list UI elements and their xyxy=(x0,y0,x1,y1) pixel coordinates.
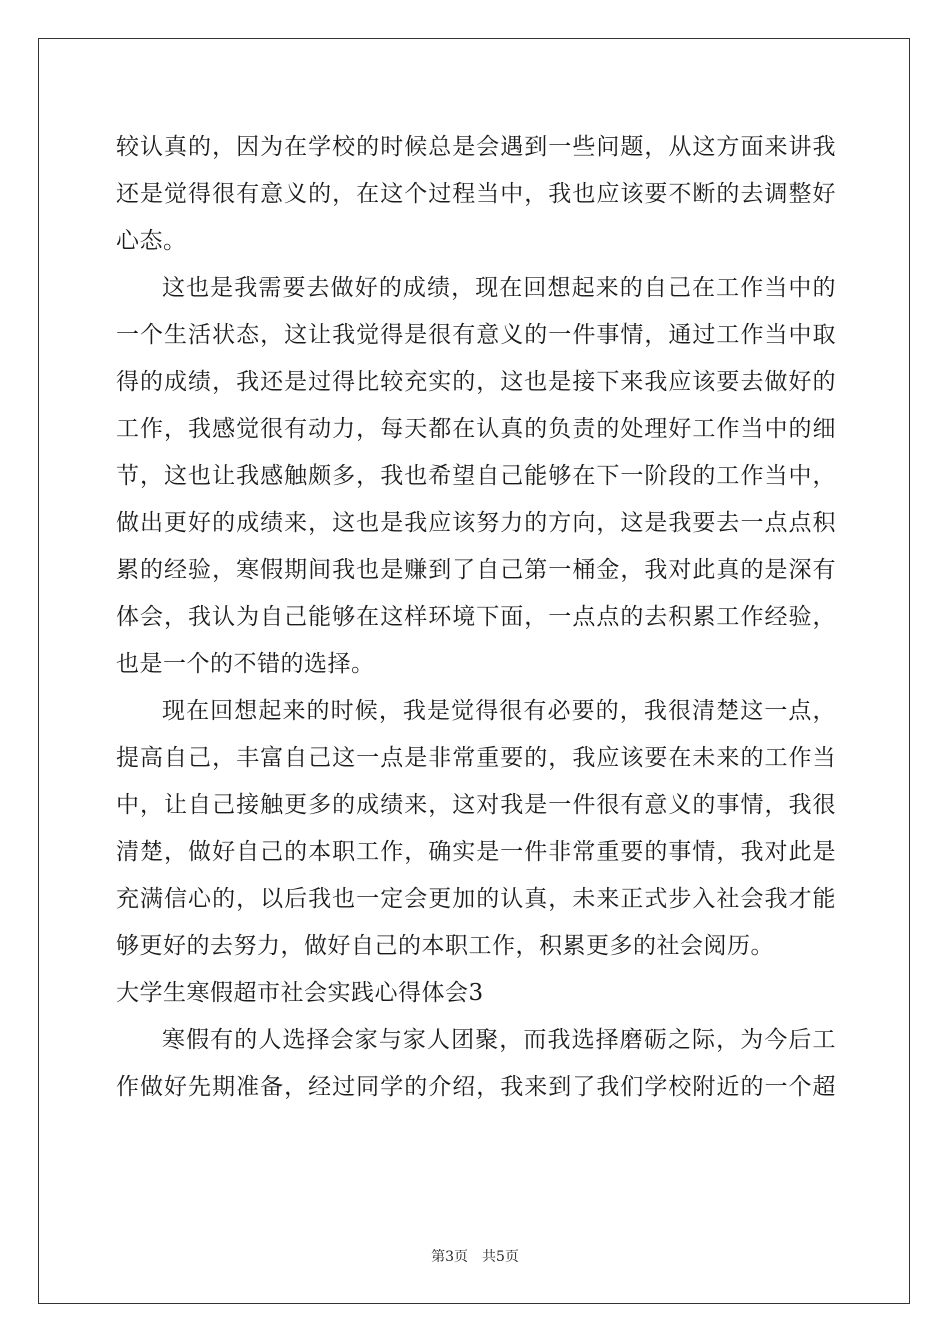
paragraph-start-line: 这也是我需要去做好的成绩，现在回想起来的自己在工作当中的 xyxy=(162,275,836,301)
text-line: 一个生活状态，这让我觉得是很有意义的一件事情，通过工作当中取 xyxy=(116,322,836,348)
text-line: 作做好先期准备，经过同学的介绍，我来到了我们学校附近的一个超 xyxy=(116,1074,836,1100)
page-number: 第3页 xyxy=(431,1249,468,1265)
text-line: 体会，我认为自己能够在这样环境下面，一点点的去积累工作经验， xyxy=(116,604,836,630)
text-line: 节，这也让我感触颇多，我也希望自己能够在下一阶段的工作当中， xyxy=(116,463,836,489)
section-heading: 大学生寒假超市社会实践心得体会3 xyxy=(116,980,484,1006)
text-line: 还是觉得很有意义的，在这个过程当中，我也应该要不断的去调整好 xyxy=(116,181,836,207)
text-line: 中，让自己接触更多的成绩来，这对我是一件很有意义的事情，我很 xyxy=(116,792,836,818)
text-line: 心态。 xyxy=(116,228,187,254)
paragraph-start-line: 寒假有的人选择会家与家人团聚，而我选择磨砺之际，为今后工 xyxy=(162,1027,836,1053)
text-line: 较认真的，因为在学校的时候总是会遇到一些问题，从这方面来讲我 xyxy=(116,134,836,160)
text-line: 也是一个的不错的选择。 xyxy=(116,651,375,677)
page-footer xyxy=(0,1246,950,1266)
text-line: 提高自己，丰富自己这一点是非常重要的，我应该要在未来的工作当 xyxy=(116,745,836,771)
text-line: 清楚，做好自己的本职工作，确实是一件非常重要的事情，我对此是 xyxy=(116,839,836,865)
text-line: 累的经验，寒假期间我也是赚到了自己第一桶金，我对此真的是深有 xyxy=(116,557,836,583)
page-total: 共5页 xyxy=(482,1249,519,1265)
document-body xyxy=(116,124,836,1111)
text-line: 充满信心的，以后我也一定会更加的认真，未来正式步入社会我才能 xyxy=(116,886,836,912)
paragraph-start-line: 现在回想起来的时候，我是觉得很有必要的，我很清楚这一点， xyxy=(162,698,836,724)
text-line: 够更好的去努力，做好自己的本职工作，积累更多的社会阅历。 xyxy=(116,933,774,959)
text-line: 工作，我感觉很有动力，每天都在认真的负责的处理好工作当中的细 xyxy=(116,416,836,442)
text-line: 得的成绩，我还是过得比较充实的，这也是接下来我应该要去做好的 xyxy=(116,369,836,395)
text-line: 做出更好的成绩来，这也是我应该努力的方向，这是我要去一点点积 xyxy=(116,510,836,536)
